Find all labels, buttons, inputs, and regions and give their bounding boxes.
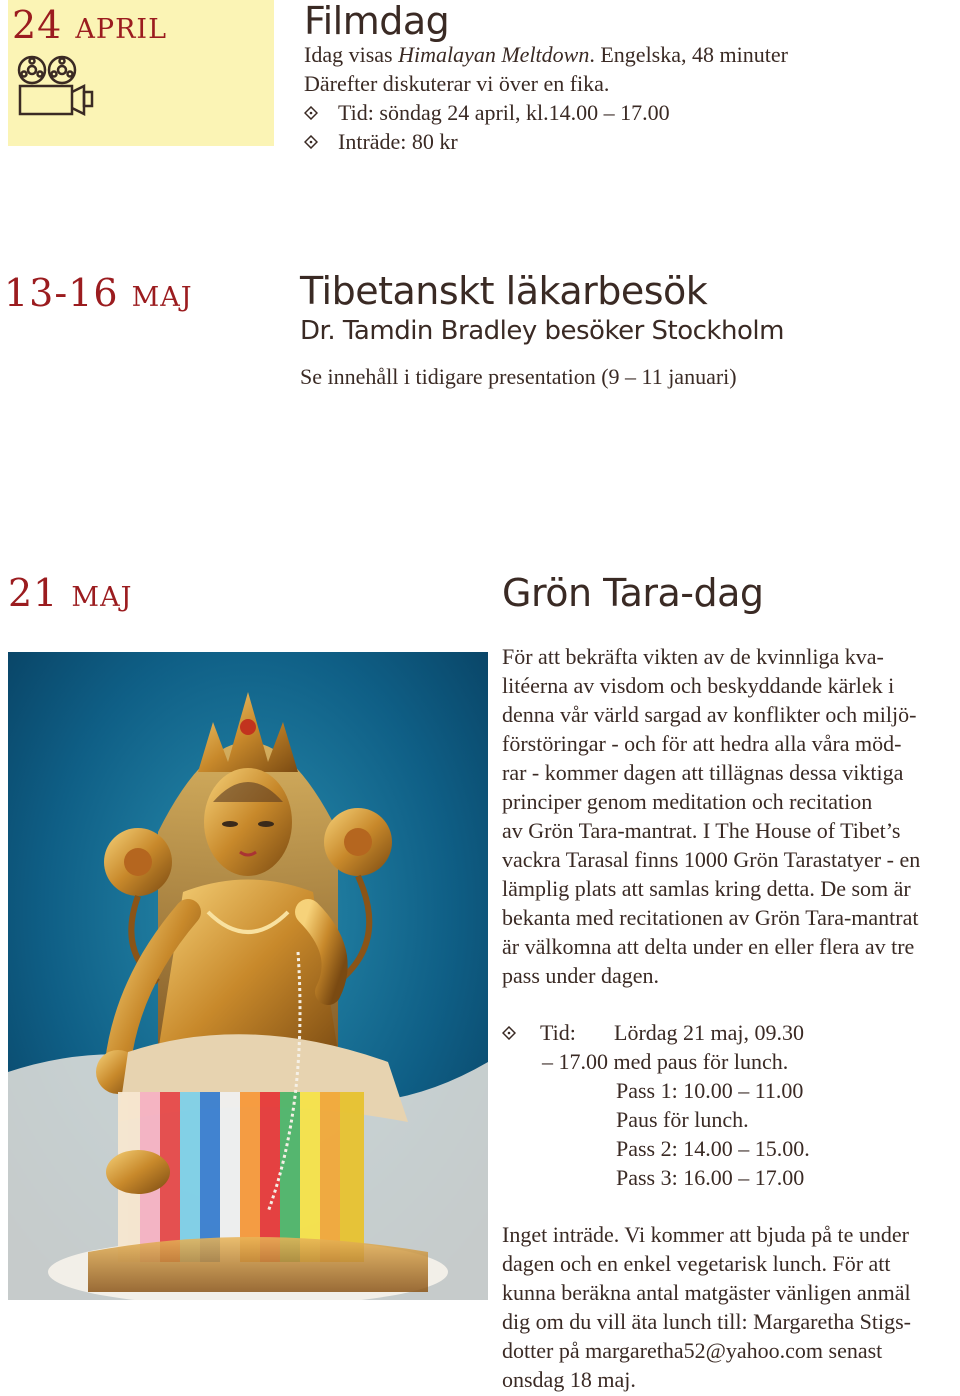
film-title: Himalayan Meltdown — [398, 42, 590, 67]
description-line: vackra Tarasal finns 1000 Grön Tarastatyer - en — [502, 847, 921, 872]
event2-date: 13-16 maj — [4, 271, 193, 315]
schedule-item: Pass 1: 10.00 – 11.00 — [616, 1078, 804, 1103]
schedule-first-row — [502, 1018, 942, 1047]
event1-date: 24 april — [12, 3, 168, 47]
event1-discussion-line: Därefter diskuterar vi över en fika. — [304, 71, 610, 96]
description-line: lämplig plats att samlas kring detta. De som är — [502, 876, 911, 901]
event1-details — [304, 40, 924, 156]
closing-line: onsdag 18 maj. — [502, 1367, 636, 1392]
closing-line: dig om du vill äta lunch till: Margaretha Stigs- — [502, 1309, 911, 1334]
event1-title: Filmdag — [304, 0, 450, 43]
event1-time-row — [304, 98, 924, 127]
description-line: pass under dagen. — [502, 963, 660, 988]
green-tara-statue-photo — [8, 652, 488, 1300]
description-line: För att bekräfta vikten av de kvinnliga kva- — [502, 644, 884, 669]
schedule-first: Lördag 21 maj, 09.30 — [614, 1020, 805, 1045]
diamond-bullet-icon — [304, 106, 318, 120]
event3-date: 21 maj — [8, 571, 133, 615]
event1-fee: Inträde: 80 kr — [338, 129, 458, 154]
description-line: denna vår värld sargad av konflikter och miljö- — [502, 702, 917, 727]
event1-date-box — [8, 0, 274, 146]
description-line: rar - kommer dagen att tillägnas dessa viktiga — [502, 760, 904, 785]
event3-closing — [502, 1220, 958, 1394]
event1-film-line: Idag visas Himalayan Meltdown. Engelska, 48 minuter — [304, 42, 788, 67]
description-line: av Grön Tara-mantrat. I The House of Tibet’s — [502, 818, 901, 843]
description-line: litéerna av visdom och beskyddande kärlek i — [502, 673, 895, 698]
event2-title: Tibetanskt läkarbesök — [300, 269, 708, 313]
event1-time: Tid: söndag 24 april, kl.14.00 – 17.00 — [338, 100, 670, 125]
event3-description — [502, 642, 960, 990]
description-line: förstöringar - och för att hedra alla våra möd- — [502, 731, 902, 756]
schedule-item: Pass 3: 16.00 – 17.00 — [616, 1165, 805, 1190]
schedule-item: Pass 2: 14.00 – 15.00. — [616, 1136, 810, 1161]
closing-line: Inget inträde. Vi kommer att bjuda på te under — [502, 1222, 909, 1247]
event2-subtitle: Dr. Tamdin Bradley besöker Stockholm — [300, 316, 784, 346]
event1-fee-row — [304, 127, 924, 156]
description-line: är välkomna att delta under en eller flera av tre — [502, 934, 915, 959]
closing-line: kunna beräkna antal matgäster vänligen anmäl — [502, 1280, 911, 1305]
event3-schedule — [502, 1018, 942, 1192]
description-line: bekanta med recitationen av Grön Tara-mantrat — [502, 905, 919, 930]
schedule-label: Tid: — [540, 1020, 576, 1045]
closing-line: dagen och en enkel vegetarisk lunch. För att — [502, 1251, 891, 1276]
event2-note: Se innehåll i tidigare presentation (9 – 11 januari) — [300, 364, 737, 389]
schedule-second: – 17.00 med paus för lunch. — [542, 1049, 789, 1074]
schedule-item: Paus för lunch. — [616, 1107, 749, 1132]
description-line: principer genom meditation och recitation — [502, 789, 873, 814]
event3-title: Grön Tara-dag — [502, 571, 764, 615]
diamond-bullet-icon — [304, 135, 318, 149]
film-projector-icon — [12, 52, 96, 122]
diamond-bullet-icon — [502, 1026, 516, 1040]
closing-line: dotter på margaretha52@yahoo.com senast — [502, 1338, 883, 1363]
